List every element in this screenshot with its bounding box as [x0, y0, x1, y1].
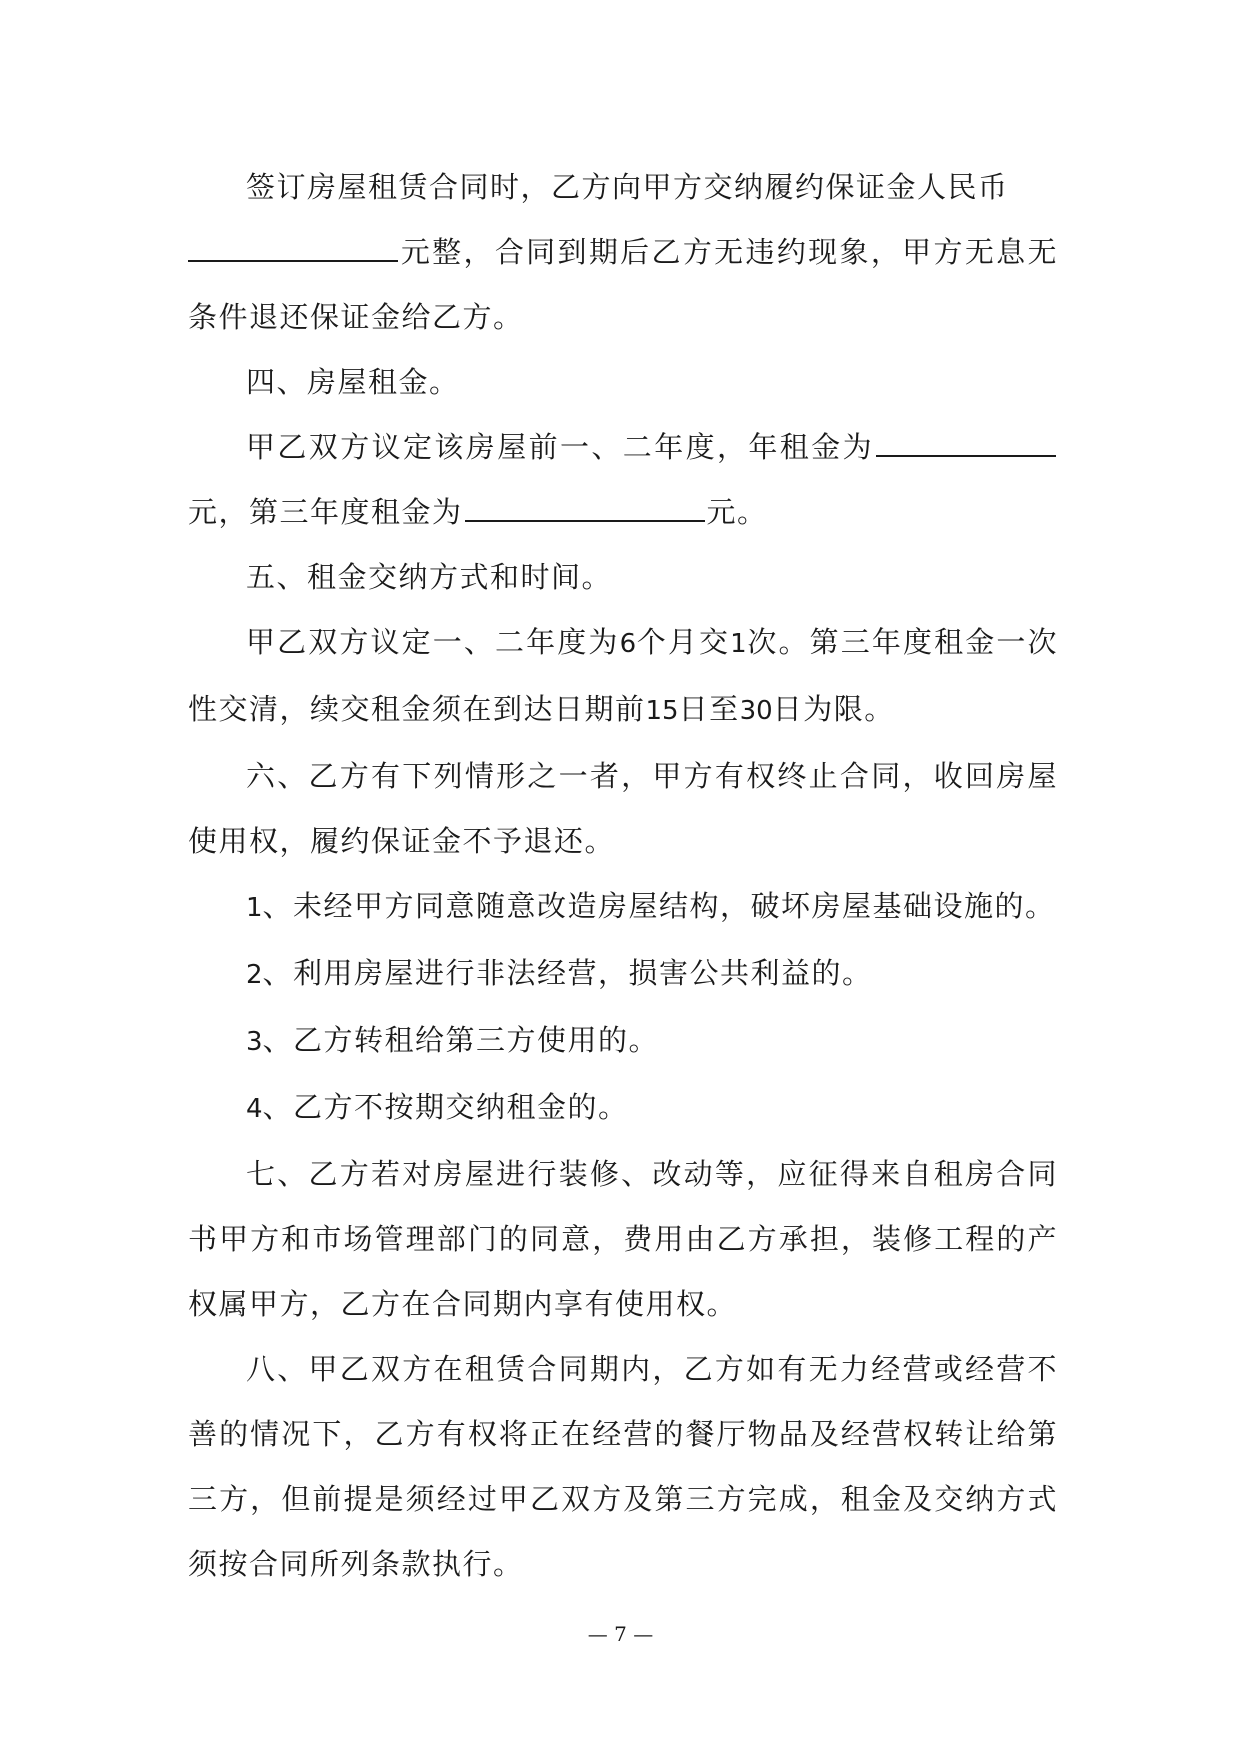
item-text: 、乙方不按期交纳租金的。 [262, 1090, 629, 1124]
third-year-rent-blank [465, 496, 705, 522]
rent-text-2: 元，第三年度租金为 [188, 495, 463, 529]
item-text: 、未经甲方同意随意改造房屋结构，破坏房屋基础设施的。 [262, 889, 1056, 923]
payment-text-5: 日为限。 [772, 692, 895, 726]
payment-paragraph [188, 610, 1058, 744]
payment-text-4: 日至 [678, 692, 740, 726]
rent-text-1: 甲乙双方议定该房屋前一、二年度，年租金为 [246, 430, 874, 464]
deposit-text-2: 元整，合同到期后乙方无违约现象，甲方无息无条件退还保证金给乙方。 [188, 235, 1058, 334]
item-text: 、利用房屋进行非法经营，损害公共利益的。 [262, 956, 873, 990]
section-4-title: 四、房屋租金。 [246, 365, 460, 399]
list-item [188, 1008, 1058, 1075]
deposit-amount-blank [188, 236, 398, 262]
payment-times: 1 [730, 629, 747, 659]
list-item [188, 1075, 1058, 1142]
section-5-title: 五、租金交纳方式和时间。 [246, 560, 613, 594]
payment-text-1: 甲乙双方议定一、二年度为 [246, 625, 620, 659]
rent-paragraph [188, 415, 1058, 545]
section-8-paragraph: 八、甲乙双方在租赁合同期内，乙方如有无力经营或经营不善的情况下，乙方有权将正在经营的餐厅物品及经营权转让给第三方，但前提是须经过甲乙双方及第三方完成，租金及交纳方式须按合同所列条款执行。 [188, 1352, 1058, 1581]
deposit-text-1: 签订房屋租赁合同时，乙方向甲方交纳履约保证金人民币 [246, 170, 1009, 204]
page-number: — 7 — [587, 1622, 654, 1646]
payment-months: 6 [619, 629, 637, 659]
section-6-title: 六、乙方有下列情形之一者，甲方有权终止合同，收回房屋使用权，履约保证金不予退还。 [188, 759, 1058, 858]
item-number: 1 [246, 893, 263, 923]
item-number: 2 [246, 960, 263, 990]
rent-text-3: 元。 [706, 495, 768, 529]
list-item [188, 941, 1058, 1008]
annual-rent-blank [876, 431, 1056, 457]
item-number: 3 [246, 1027, 263, 1057]
document-body [188, 155, 1058, 1597]
list-item [188, 874, 1058, 941]
payment-day-start: 15 [645, 696, 679, 726]
payment-text-2: 个月交 [636, 625, 731, 659]
payment-day-end: 30 [739, 696, 773, 726]
payment-text-3: 次。第三年度租金一次性交清，续交租金须在到达日期前 [188, 625, 1058, 726]
section-7-paragraph: 七、乙方若对房屋进行装修、改动等，应征得来自租房合同书甲方和市场管理部门的同意，费用由乙方承担，装修工程的产权属甲方，乙方在合同期内享有使用权。 [188, 1157, 1058, 1321]
deposit-paragraph [188, 155, 1058, 350]
item-text: 、乙方转租给第三方使用的。 [262, 1023, 660, 1057]
item-number: 4 [246, 1094, 263, 1124]
